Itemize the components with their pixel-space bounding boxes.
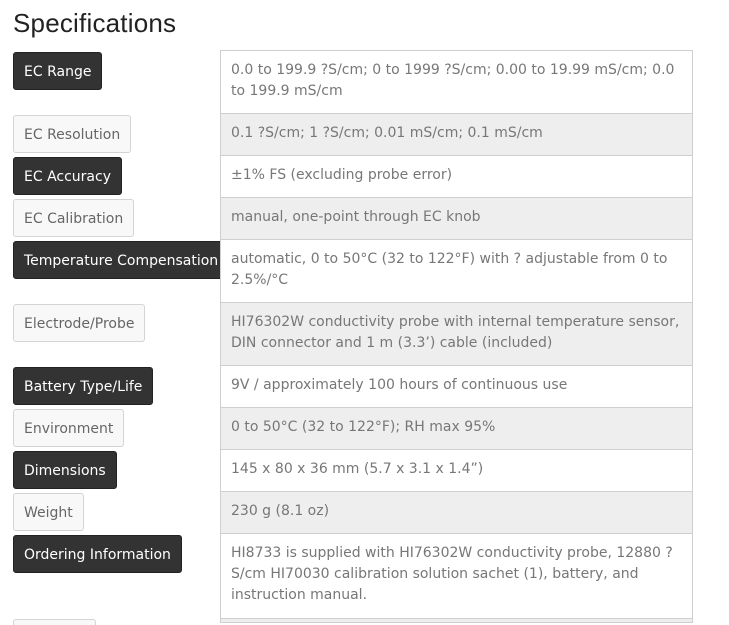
spec-label-temperature-compensation[interactable]: Temperature Compensation	[13, 241, 229, 279]
spec-label-battery-type-life[interactable]: Battery Type/Life	[13, 367, 153, 405]
spec-label-partial-next	[13, 619, 96, 625]
spec-value-ec-range: 0.0 to 199.9 ?S/cm; 0 to 1999 ?S/cm; 0.00 to 19.99 mS/cm; 0.0 to 199.9 mS/cm	[220, 50, 693, 114]
spec-label-ordering-information[interactable]: Ordering Information	[13, 535, 182, 573]
spec-value-environment: 0 to 50°C (32 to 122°F); RH max 95%	[220, 408, 693, 450]
spec-value-ec-accuracy: ±1% FS (excluding probe error)	[220, 156, 693, 198]
spec-label-weight[interactable]: Weight	[13, 493, 84, 531]
spec-value-ordering-information: HI8733 is supplied with HI76302W conductivity probe, 12880 ?S/cm HI70030 calibration solution sachet (1), battery, and instruction manual.	[220, 534, 693, 619]
spec-label-environment[interactable]: Environment	[13, 409, 124, 447]
spec-value-electrode-probe: HI76302W conductivity probe with internal temperature sensor, DIN connector and 1 m (3.3’) cable (included)	[220, 303, 693, 366]
spec-label-dimensions[interactable]: Dimensions	[13, 451, 117, 489]
spec-value-ec-calibration: manual, one-point through EC knob	[220, 198, 693, 240]
spec-value-ec-resolution: 0.1 ?S/cm; 1 ?S/cm; 0.01 mS/cm; 0.1 mS/cm	[220, 114, 693, 156]
spec-label-ec-accuracy[interactable]: EC Accuracy	[13, 157, 122, 195]
spec-value-dimensions: 145 x 80 x 36 mm (5.7 x 3.1 x 1.4”)	[220, 450, 693, 492]
page-title: Specifications	[13, 8, 177, 38]
spec-label-ec-range[interactable]: EC Range	[13, 52, 102, 90]
spec-value-weight: 230 g (8.1 oz)	[220, 492, 693, 534]
spec-label-ec-resolution[interactable]: EC Resolution	[13, 115, 131, 153]
spec-label-ec-calibration[interactable]: EC Calibration	[13, 199, 134, 237]
spec-value-partial-next	[220, 619, 693, 623]
spec-value-temperature-compensation: automatic, 0 to 50°C (32 to 122°F) with ? adjustable from 0 to 2.5%/°C	[220, 240, 693, 303]
spec-label-electrode-probe[interactable]: Electrode/Probe	[13, 304, 145, 342]
spec-value-battery-type-life: 9V / approximately 100 hours of continuous use	[220, 366, 693, 408]
